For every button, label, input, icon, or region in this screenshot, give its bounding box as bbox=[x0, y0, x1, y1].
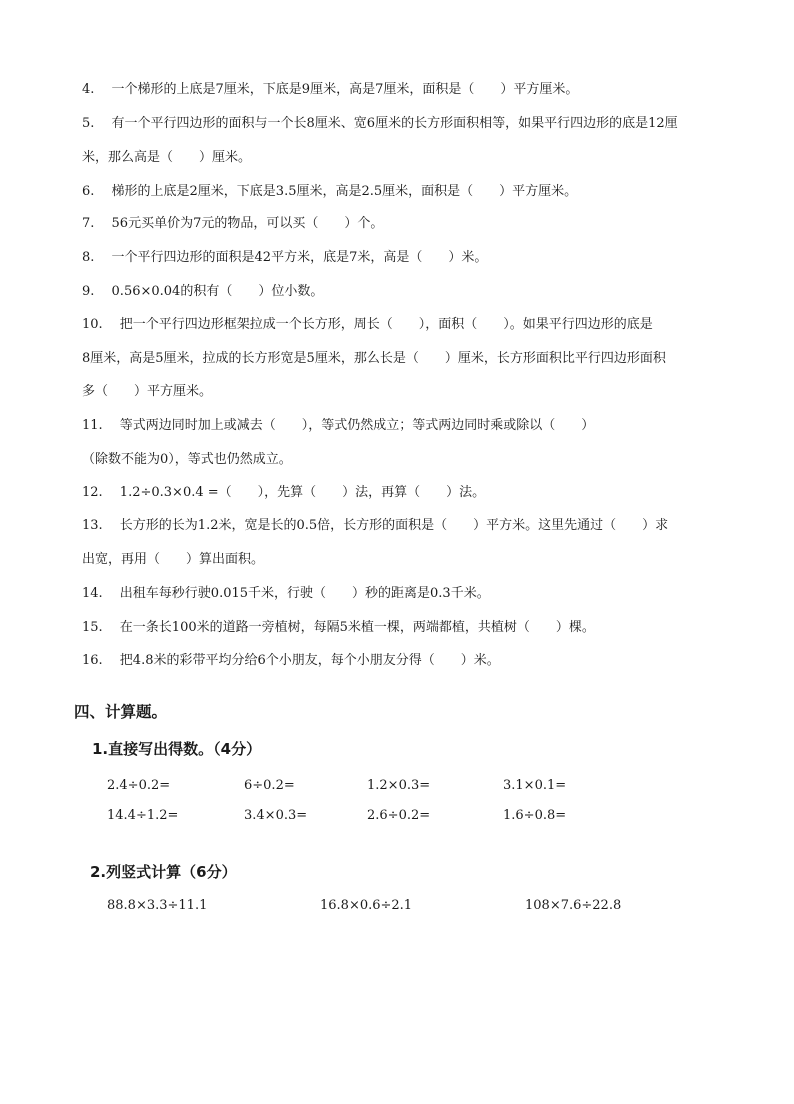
calc-item: 3.1×0.1= bbox=[503, 778, 567, 793]
question-15: 15. 在一条长100米的道路一旁植树，每隔5米植一棵，两端都植，共植树（ ）棵。 bbox=[82, 620, 595, 635]
calc-item: 3.4×0.3= bbox=[244, 808, 308, 823]
question-8: 8. 一个平行四边形的面积是42平方米，底是7米，高是（ ）米。 bbox=[82, 250, 488, 265]
question-13-line-1: 13. 长方形的长为1.2米，宽是长的0.5倍，长方形的面积是（ ）平方米。这里先通过（ ）求 bbox=[82, 518, 669, 533]
question-11-line-2: （除数不能为0），等式也仍然成立。 bbox=[82, 452, 292, 467]
question-9: 9. 0.56×0.04的积有（ ）位小数。 bbox=[82, 284, 324, 299]
question-4: 4. 一个梯形的上底是7厘米，下底是9厘米，高是7厘米，面积是（ ）平方厘米。 bbox=[82, 82, 579, 97]
question-7: 7. 56元买单价为7元的物品，可以买（ ）个。 bbox=[82, 216, 384, 231]
calc-item: 1.6÷0.8= bbox=[503, 808, 567, 823]
question-10-line-2: 8厘米，高是5厘米，拉成的长方形宽是5厘米，那么长是（ ）厘米，长方形面积比平行四边形面积 bbox=[82, 351, 666, 366]
question-5-line-1: 5. 有一个平行四边形的面积与一个长8厘米、宽6厘米的长方形面积相等，如果平行四边形的底是12厘 bbox=[82, 116, 678, 131]
calc-item: 2.4÷0.2= bbox=[107, 778, 171, 793]
part-2-heading: 2.列竖式计算（6分） bbox=[90, 863, 237, 881]
calc-item: 2.6÷0.2= bbox=[367, 808, 431, 823]
question-5-line-2: 米，那么高是（ ）厘米。 bbox=[82, 150, 252, 165]
question-13-line-2: 出宽，再用（ ）算出面积。 bbox=[82, 552, 265, 567]
section-4-heading: 四、计算题。 bbox=[74, 703, 168, 721]
question-11-line-1: 11. 等式两边同时加上或减去（ ），等式仍然成立；等式两边同时乘或除以（ ） bbox=[82, 418, 595, 433]
question-16: 16. 把4.8米的彩带平均分给6个小朋友，每个小朋友分得（ ）米。 bbox=[82, 653, 500, 668]
part-1-heading: 1.直接写出得数。（4分） bbox=[92, 740, 262, 758]
question-14: 14. 出租车每秒行驶0.015千米，行驶（ ）秒的距离是0.3千米。 bbox=[82, 586, 490, 601]
calc-item: 6÷0.2= bbox=[244, 778, 295, 793]
question-10-line-1: 10. 把一个平行四边形框架拉成一个长方形，周长（ ），面积（ ）。如果平行四边形的底是 bbox=[82, 317, 653, 332]
vertical-calc-item: 16.8×0.6÷2.1 bbox=[320, 898, 413, 913]
vertical-calc-item: 88.8×3.3÷11.1 bbox=[107, 898, 208, 913]
calc-item: 1.2×0.3= bbox=[367, 778, 431, 793]
question-12: 12. 1.2÷0.3×0.4 =（ ），先算（ ）法，再算（ ）法。 bbox=[82, 485, 486, 500]
question-10-line-3: 多（ ）平方厘米。 bbox=[82, 384, 213, 399]
question-6: 6. 梯形的上底是2厘米，下底是3.5厘米，高是2.5厘米，面积是（ ）平方厘米。 bbox=[82, 184, 578, 199]
calc-item: 14.4÷1.2= bbox=[107, 808, 179, 823]
vertical-calc-item: 108×7.6÷22.8 bbox=[525, 898, 622, 913]
